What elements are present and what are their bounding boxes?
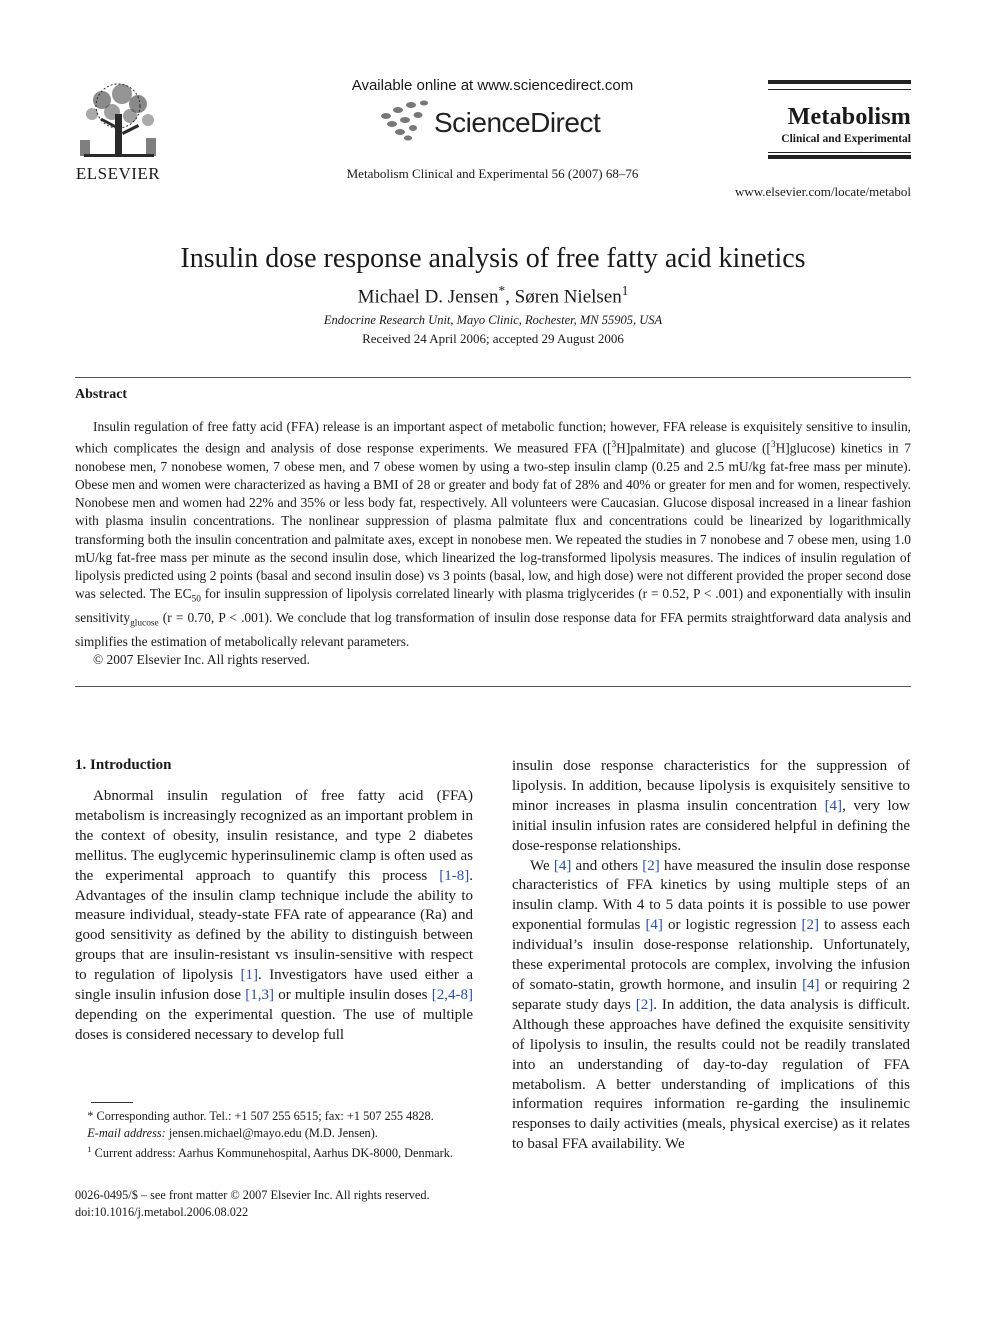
body-paragraph: Abnormal insulin regulation of free fatty acid (FFA) metabolism is increasingly recognized as an important problem in the context of obesity, insulin resistance, and type 2 diabetes mellitus. The euglycemic hyperinsulinemic clamp is often used as the experimental approach to quantify this process [1-8]. Advantages of the insulin clamp technique include the ability to measure individual, steady-state FFA rate of appearance (Ra) and good sensitivity as defined by the ability to distinguish between groups that are insulin-resistant vs insulin-sensitive with respect to regulation of lipolysis [1]. Investigators have used either a single insulin infusion dose [1,3] or multiple insulin doses [2,4-8] depending on the experimental question. The use of multiple doses is considered necessary to develop full: [75, 788, 473, 1043]
divider: [75, 377, 911, 378]
citation-link[interactable]: [4]: [824, 797, 843, 814]
footnote-address: $^1$ Current address: Aarhus Kommunehospital, Aarhus DK-8000, Denmark.: [87, 1144, 453, 1161]
citation-link[interactable]: [2]: [642, 857, 660, 874]
doi-link[interactable]: doi:10.1016/j.metabol.2006.08.022: [75, 1204, 249, 1219]
publisher-name: ELSEVIER: [75, 164, 161, 183]
citation-link[interactable]: [2,4-8]: [431, 987, 473, 1004]
body-paragraph: We [4] and others [2] have measured the insulin dose response characteristics of FFA kinetics by using multiple steps of an insulin clamp. With 4 to 5 data points it is possible to use power exponential formulas [4] or logistic regression [2] to assess each individual’s insulin dose-response relationship. Unfortunately, these experimental protocols are complex, involving the infusion of somato-statin, growth hormone, and insulin [4] or requiring 2 separate study days [2]. In addition, the data analysis is difficult. Although these approaches have defined the exquisite sensitivity of lipolysis to insulin, the results could not be readily translated into an understanding of day-to-day regulation of FFA metabolism. A better understanding of implications of this information requires information re-garding the insulinemic responses to daily activities (meals, physical exercise) as it relates to basal FFA availability. We: [512, 857, 911, 1153]
affiliation: Endocrine Research Unit, Mayo Clinic, Rochester, MN 55905, USA: [323, 313, 663, 327]
citation-link[interactable]: [2]: [635, 996, 654, 1013]
corresponding-mark[interactable]: *: [498, 283, 506, 298]
article-title: Insulin dose response analysis of free fatty acid kinetics: [180, 243, 806, 274]
abstract-copyright: © 2007 Elsevier Inc. All rights reserved.: [93, 652, 310, 668]
masthead-rule: [768, 152, 911, 153]
available-online-text: Available online at www.sciencedirect.com: [351, 77, 634, 94]
journal-title: Metabolism: [787, 104, 911, 130]
footnotes: [75, 1108, 473, 1162]
divider: [75, 686, 911, 687]
masthead-rule: [768, 89, 911, 90]
author-name[interactable]: Michael D. Jensen: [357, 286, 499, 308]
citation-link[interactable]: [1]: [240, 967, 259, 984]
email-link[interactable]: jensen.michael@mayo.edu (M.D. Jensen).: [165, 1125, 378, 1140]
abstract-body: [75, 418, 911, 669]
citation-link[interactable]: [2]: [801, 917, 820, 934]
masthead-rule: [768, 155, 911, 159]
author-list: [75, 283, 911, 308]
section-heading: 1. Introduction: [75, 757, 172, 773]
author-name[interactable]: Søren Nielsen: [514, 286, 622, 308]
citation-link[interactable]: [4]: [802, 976, 820, 993]
footnote-rule: [91, 1102, 133, 1103]
received-dates: Received 24 April 2006; accepted 29 August 2006: [362, 331, 624, 346]
citation-link[interactable]: [1,3]: [245, 987, 274, 1004]
masthead-rule: [768, 80, 911, 84]
left-column: [75, 787, 473, 1046]
journal-citation: Metabolism Clinical and Experimental 56 (2007) 68–76: [346, 166, 639, 181]
citation-link[interactable]: [4]: [645, 917, 663, 934]
footnote-email: E-mail address: jensen.michael@mayo.edu (M.D. Jensen).: [87, 1125, 378, 1140]
right-column: [512, 757, 910, 1155]
citation-link[interactable]: [4]: [553, 857, 572, 874]
front-matter: [75, 1187, 495, 1220]
journal-url-link[interactable]: www.elsevier.com/locate/metabol: [734, 184, 911, 199]
sciencedirect-logo-text: ScienceDirect: [434, 107, 601, 138]
footnote-mark[interactable]: 1: [621, 283, 629, 298]
footnote-corresponding: * Corresponding author. Tel.: +1 507 255 6515; fax: +1 507 255 4828.: [87, 1109, 434, 1123]
author-separator: ,: [505, 286, 515, 308]
journal-subtitle: Clinical and Experimental: [781, 133, 911, 145]
abstract-paragraph: Insulin regulation of free fatty acid (FFA) release is an important aspect of metabolic function; however, FFA release is exquisitely sensitive to insulin, which complicates the design and analysis of dose response experiments. We measured FFA ([$^3$H]palmitate) and glucose ([$^3$H]glucose) kinetics in 7 nonobese men, 7 nonobese women, 7 obese men, and 7 obese women by using a two-step insulin clamp (0.25 and 2.5 mU/kg fat-free mass per minute). Obese men and women were characterized as having a BMI of 28 or greater and body fat of 28% and 40% or greater for men and for women, respectively. Nonobese men and women had 22% and 35% or less body fat, respectively. All volunteers were Caucasian. Glucose disposal increased in a linear fashion with plasma insulin concentrations. The nonlinear suppression of plasma palmitate flux and concentrations could be linearized by logarithmically transforming both the insulin concentration and palmitate axes, except in nonobese men. We repeated the studies in 7 nonobese and 7 obese men, using 1.0 mU/kg fat-free mass per minute as the second insulin dose, which linearized the log-transformed lipolysis measures. The indices of insulin regulation of lipolysis predicted using 2 points (basal and second insulin dose) vs 3 points (basal, low, and high dose) were not different provided the proper second dose was selected. The $EC_{50}$ for insulin suppression of lipolysis correlated linearly with plasma triglycerides (r = 0.52, P < .001) and exponentially with insulin sensitivity$_{glucose}$ (r = 0.70, P < .001). We conclude that log transformation of insulin dose response data for FFA permits straightforward data analysis and simplifies the estimation of metabolically relevant parameters.: [75, 419, 912, 650]
citation-link[interactable]: [1-8]: [439, 867, 470, 884]
abstract-heading: Abstract: [75, 387, 128, 402]
issn-line: 0026-0495/$ – see front matter © 2007 Elsevier Inc. All rights reserved.: [75, 1188, 430, 1202]
body-paragraph: insulin dose response characteristics for the suppression of lipolysis. In addition, because lipolysis is exquisitely sensitive to minor increases in plasma insulin concentration [4], very low initial insulin infusion rates are considered helpful in defining the dose-response relationships.: [512, 758, 911, 854]
